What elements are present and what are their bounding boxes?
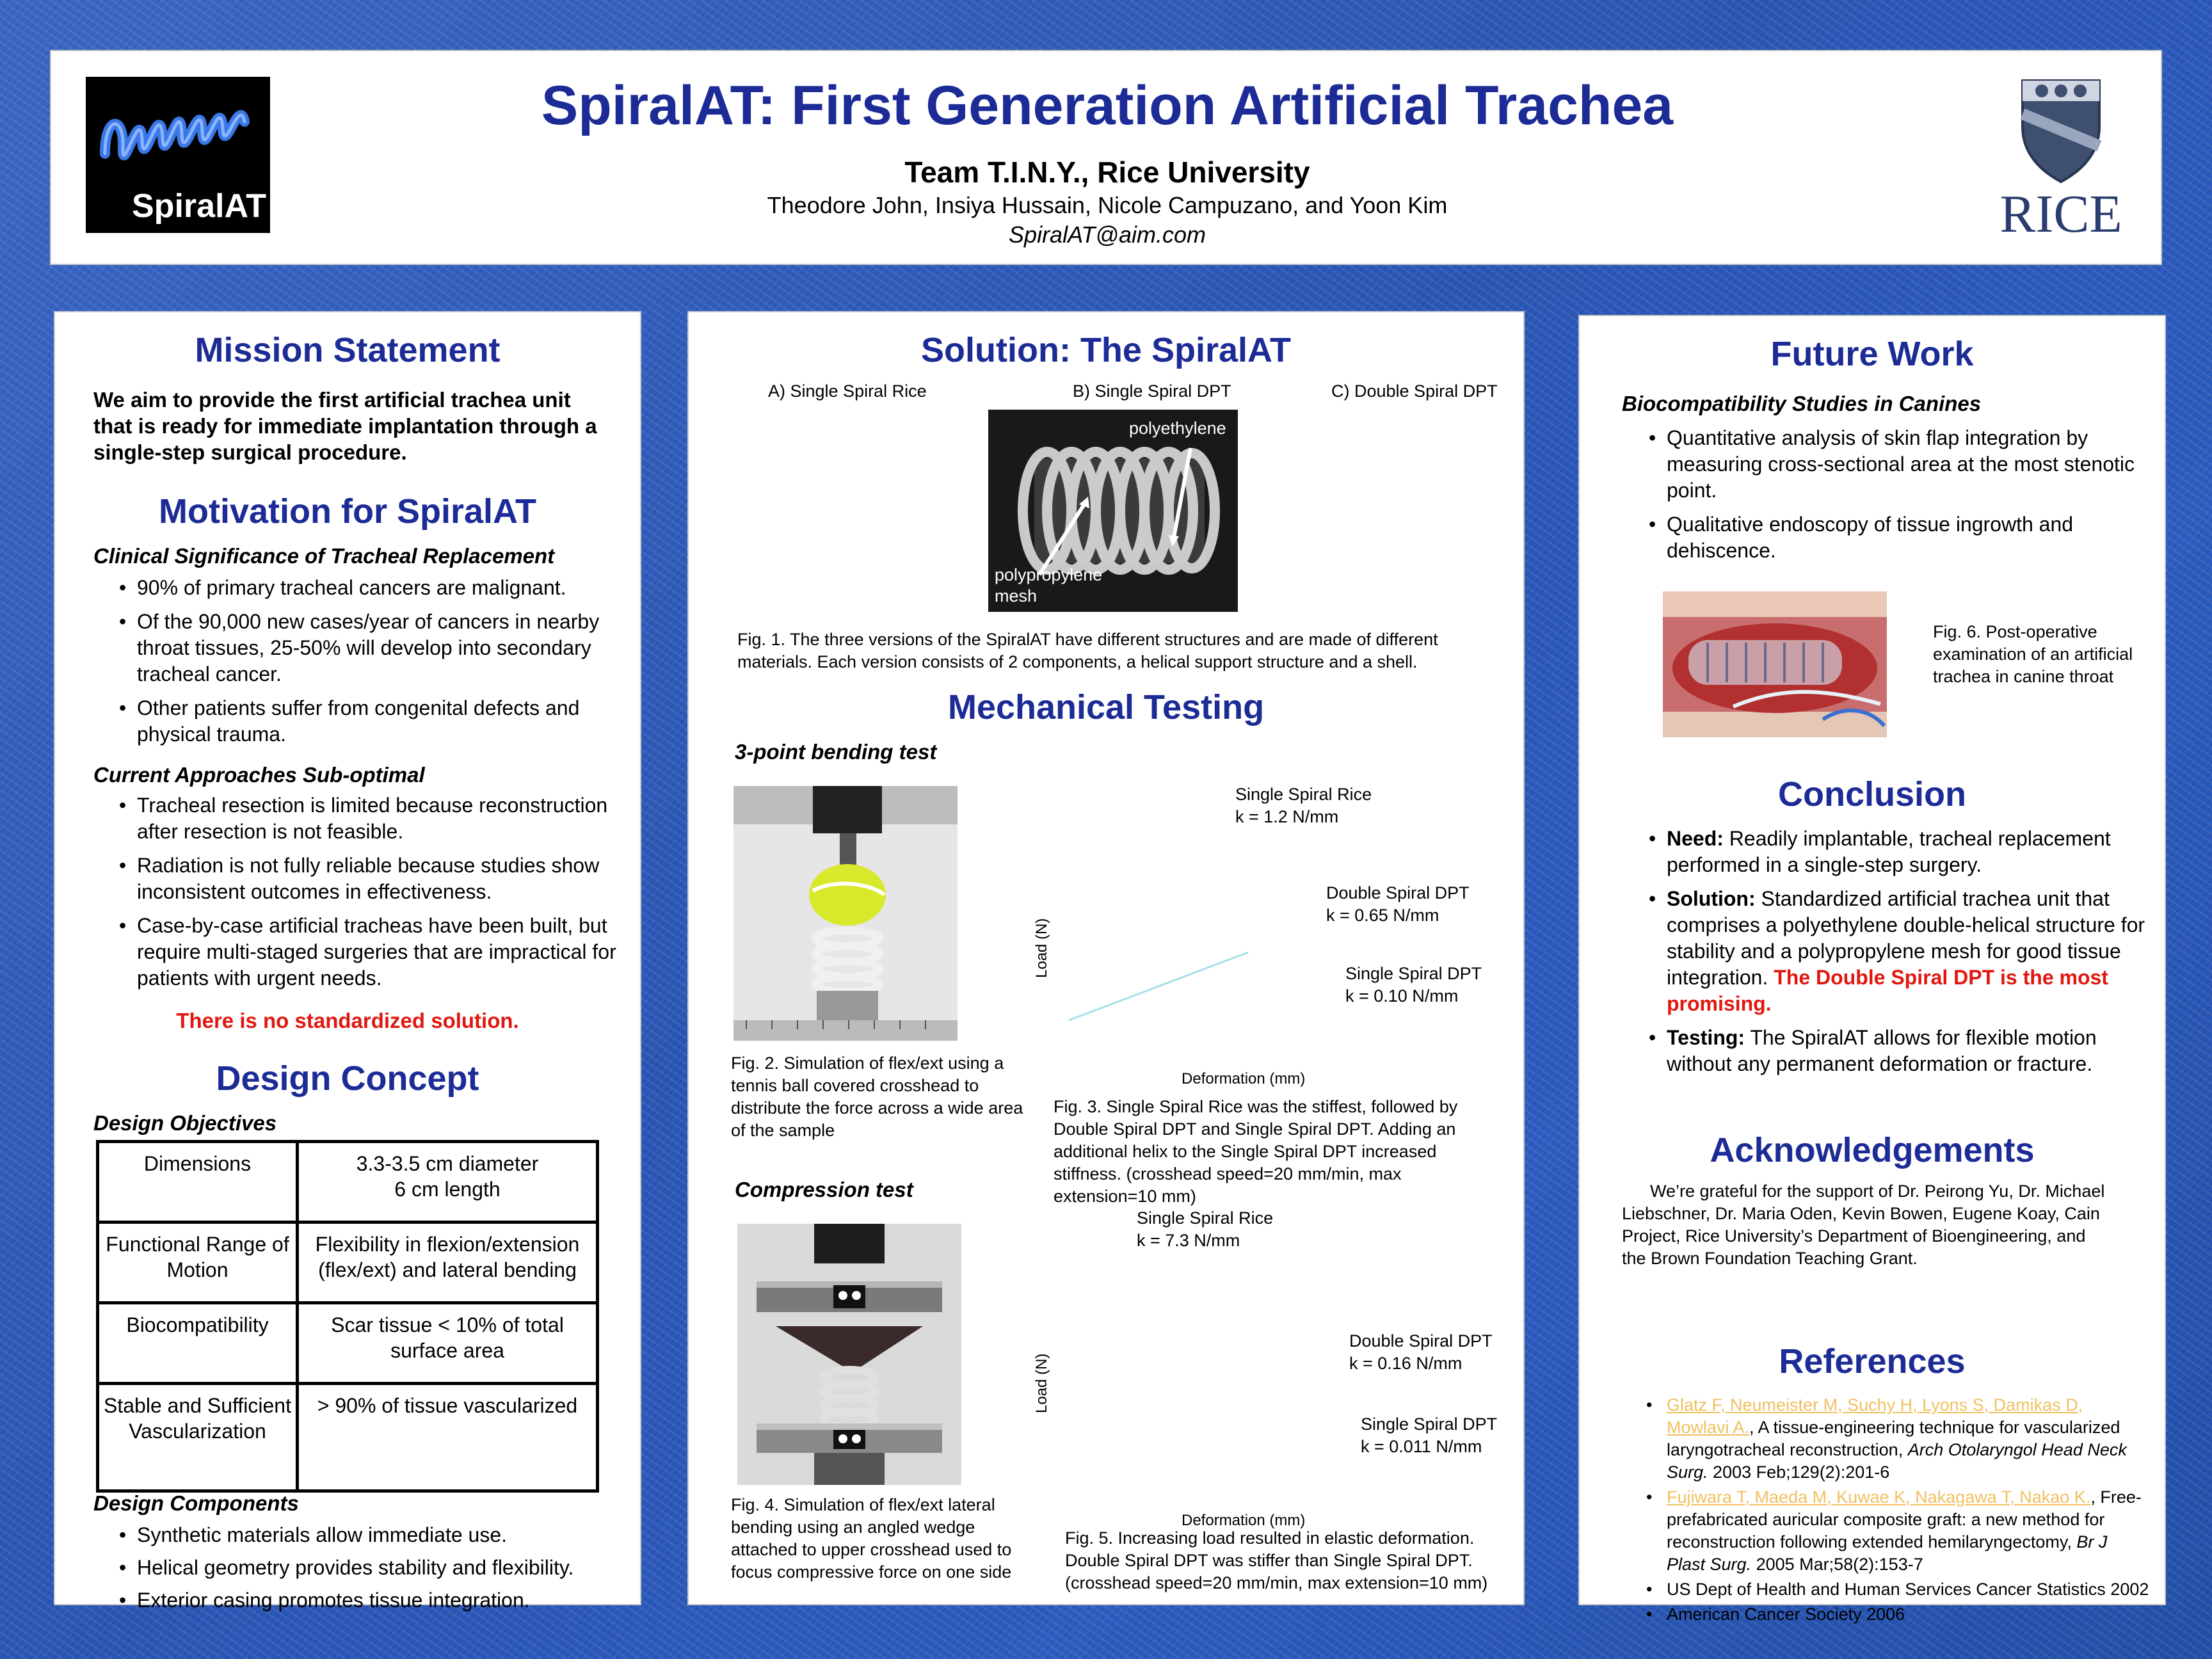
bending-subheading: 3-point bending test [735, 740, 937, 764]
reference-item [1644, 1486, 2149, 1576]
spiralat-photo [988, 410, 1238, 612]
table-cell: Dimensions [98, 1142, 298, 1222]
fig3-caption: Fig. 3. Single Spiral Rice was the stiffest, followed by Double Spiral DPT and Single Spiral DPT. Adding an additional helix to the Single Spiral DPT increased stiffness. (crosshead speed=20 mm/min, max extension=10 mm) [1054, 1097, 1458, 1206]
bending-label-single: Single Spiral DPT k = 0.10 N/mm [1345, 964, 1482, 1006]
left-column [54, 311, 641, 1612]
need-text: Readily implantable, tracheal replacement performed in a single-step surgery. [1667, 827, 2111, 876]
table-row [98, 1142, 598, 1222]
version-label-c: C) Double Spiral DPT [1331, 381, 1498, 401]
polyethylene-label: polyethylene [1129, 419, 1226, 438]
table-row [98, 1222, 598, 1303]
mission-text: We aim to provide the first artificial trachea unit that is ready for immediate implantation through a single-step surgical procedure. [93, 388, 597, 464]
design-objectives-subheading: Design Objectives [93, 1111, 277, 1135]
table-row [98, 1384, 598, 1491]
solution-heading: Solution: The SpiralAT [921, 331, 1291, 369]
motivation-heading: Motivation for SpiralAT [159, 492, 536, 531]
conclusion-testing [1646, 1025, 2152, 1077]
motivation-subheading-1: Clinical Significance of Tracheal Replacement [93, 544, 555, 568]
references-list [1644, 1394, 2149, 1628]
middle-column [687, 311, 1525, 1605]
reference-tail: 2005 Mar;58(2):153-7 [1751, 1555, 1923, 1574]
conclusion-solution [1646, 886, 2152, 1017]
series-line [1069, 952, 1248, 1020]
rice-logo-text: RICE [2000, 184, 2122, 244]
bending-xlabel: Deformation (mm) [1182, 1070, 1306, 1087]
design-components-subheading: Design Components [93, 1491, 299, 1515]
table-cell: Stable and Sufficient Vascularization [98, 1384, 298, 1491]
reference-journal: Br J Plast Surg. [1667, 1532, 2108, 1574]
right-column [1578, 315, 2166, 1624]
solution-label: Solution: [1667, 887, 1756, 910]
rice-logo [1997, 76, 2125, 243]
spiralat-logo [86, 77, 270, 233]
table-cell: 3.3-3.5 cm diameter 6 cm length [298, 1142, 598, 1222]
references-heading: References [1779, 1342, 1966, 1381]
list-item: • Case-by-case artificial tracheas have been built, but require multi-staged surgeries that are impractical for patients with urgent needs. [116, 913, 622, 991]
table-cell: Biocompatibility [98, 1303, 298, 1384]
table-cell: > 90% of tissue vascularized [298, 1384, 598, 1491]
compression-rig-image [737, 1224, 961, 1485]
fig6-caption: Fig. 6. Post-operative examination of an artificial trachea in canine throat [1933, 622, 2133, 686]
spiral-logo-icon [86, 77, 270, 192]
contact-email: SpiralAT@aim.com [1009, 221, 1206, 248]
design-components-list [116, 1522, 641, 1620]
design-objectives-table [96, 1140, 599, 1493]
author-list: Theodore John, Insiya Hussain, Nicole Campuzano, and Yoon Kim [767, 192, 1448, 218]
mechanical-heading: Mechanical Testing [947, 688, 1265, 726]
conclusion-need [1646, 826, 2152, 878]
version-label-a: A) Single Spiral Rice [768, 381, 927, 401]
acknowledgements-text: We’re grateful for the support of Dr. Peirong Yu, Dr. Michael Liebschner, Dr. Maria Oden, Kevin Bowen, Eugene Koay, Cain Project, Rice University’s Department of Bioengineering, and the Brown Foundation Teaching Grant. [1622, 1182, 2105, 1268]
testing-text: The SpiralAT allows for flexible motion without any permanent deformation or fracture. [1667, 1026, 2097, 1075]
reference-item [1644, 1394, 2149, 1484]
team-name: Team T.I.N.Y., Rice University [904, 156, 1310, 189]
fig5-caption: Fig. 5. Increasing load resulted in elastic deformation. Double Spiral DPT was stiffer than Single Spiral DPT. (crosshead speed=20 mm/min, max extension=10 mm) [1065, 1528, 1488, 1592]
list-item: • Helical geometry provides stability and flexibility. [116, 1555, 641, 1581]
reference-journal: Arch Otolaryngol Head Neck Surg. [1667, 1440, 2127, 1482]
list-item: • Synthetic materials allow immediate use. [116, 1522, 641, 1548]
table-cell: Functional Range of Motion [98, 1222, 298, 1303]
list-item: • 90% of primary tracheal cancers are malignant. [116, 575, 622, 601]
future-list [1646, 425, 2139, 572]
bending-test-photo [733, 786, 958, 1041]
need-label: Need: [1667, 827, 1724, 850]
surgery-image [1663, 591, 1887, 737]
reference-item: • American Cancer Society 2006 [1644, 1603, 2149, 1626]
conclusion-heading: Conclusion [1778, 775, 1966, 813]
solution-text: Standardized artificial trachea unit that comprises a polyethylene double-helical structure for stability and a polypropylene mesh for good tissue integration. [1667, 887, 2145, 989]
testing-label: Testing: [1667, 1026, 1745, 1049]
table-row [98, 1303, 598, 1384]
motivation-subheading-2: Current Approaches Sub-optimal [93, 763, 425, 787]
compression-label-single: Single Spiral DPT k = 0.011 N/mm [1361, 1415, 1498, 1456]
list-item: • Other patients suffer from congenital defects and physical trauma. [116, 695, 622, 748]
polypropylene-label: polypropylene mesh [995, 565, 1103, 605]
fig1-caption: Fig. 1. The three versions of the SpiralAT have different structures and are made of different materials. Each version consists of 2 components, a helical support structure and a shell. [737, 630, 1438, 671]
table-cell: Scar tissue < 10% of total surface area [298, 1303, 598, 1384]
reference-text: , Free-prefabricated auricular composite graft: a new method for reconstruction following extended hemilaryngectomy, [1667, 1487, 2142, 1551]
compression-test-photo [737, 1224, 961, 1485]
compression-label-double: Double Spiral DPT k = 0.16 N/mm [1349, 1331, 1493, 1373]
list-item: • Exterior casing promotes tissue integration. [116, 1587, 641, 1614]
list-item: • Tracheal resection is limited because reconstruction after resection is not feasible. [116, 792, 622, 845]
motivation-list-2 [116, 792, 622, 999]
acknowledgements-heading: Acknowledgements [1710, 1131, 2035, 1169]
list-item: • Radiation is not fully reliable because studies show inconsistent outcomes in effectiveness. [116, 853, 622, 905]
spiralat-logo-text: SpiralAT [132, 188, 266, 225]
conclusion-list [1646, 826, 2152, 1085]
bending-label-rice: Single Spiral Rice k = 1.2 N/mm [1235, 785, 1372, 826]
fig4-caption: Fig. 4. Simulation of flex/ext lateral bending using an angled wedge attached to upper crosshead used to focus compressive force on one side [731, 1495, 1012, 1582]
reference-item: • US Dept of Health and Human Services Cancer Statistics 2002 [1644, 1578, 2149, 1601]
compression-xlabel: Deformation (mm) [1182, 1512, 1306, 1529]
canine-throat-photo [1663, 591, 1887, 737]
poster-header [50, 50, 2162, 265]
reference-text: , A tissue-engineering technique for vascularized laryngotracheal reconstruction, [1667, 1418, 2120, 1459]
reference-link[interactable]: Fujiwara T, Maeda M, Kuwae K, Nakagawa T, Nakao K. [1667, 1487, 2091, 1507]
bending-ylabel: Load (N) [1033, 918, 1050, 978]
compression-subheading: Compression test [735, 1178, 913, 1201]
bending-label-double: Double Spiral DPT k = 0.65 N/mm [1326, 883, 1470, 925]
poster-title: SpiralAT: First Generation Artificial Trachea [541, 75, 1674, 136]
compression-label-rice: Single Spiral Rice k = 7.3 N/mm [1137, 1208, 1274, 1250]
motivation-list-1 [116, 575, 622, 755]
reference-link[interactable]: Glatz F, Neumeister M, Suchy H, Lyons S, Damikas D, Mowlavi A. [1667, 1395, 2083, 1437]
design-heading: Design Concept [216, 1059, 479, 1098]
bending-rig-image [733, 786, 958, 1041]
table-cell: Flexibility in flexion/extension (flex/ext) and lateral bending [298, 1222, 598, 1303]
reference-tail: 2003 Feb;129(2):201-6 [1708, 1463, 1890, 1482]
rice-shield-icon [1997, 76, 2125, 184]
version-label-b: B) Single Spiral DPT [1073, 381, 1231, 401]
future-subheading: Biocompatibility Studies in Canines [1622, 392, 1982, 415]
fig2-caption: Fig. 2. Simulation of flex/ext using a tennis ball covered crosshead to distribute the force across a wide area of the sample [731, 1054, 1023, 1140]
compression-ylabel: Load (N) [1033, 1353, 1050, 1413]
no-standard-highlight: There is no standardized solution. [176, 1009, 519, 1032]
list-item: • Qualitative endoscopy of tissue ingrowth and dehiscence. [1646, 511, 2139, 564]
list-item: • Of the 90,000 new cases/year of cancers in nearby throat tissues, 25-50% will develop into secondary tracheal cancer. [116, 609, 622, 687]
list-item: • Quantitative analysis of skin flap integration by measuring cross-sectional area at the most stenotic point. [1646, 425, 2139, 504]
mission-heading: Mission Statement [195, 331, 501, 369]
future-heading: Future Work [1770, 335, 1974, 373]
solution-highlight: The Double Spiral DPT is the most promising. [1667, 966, 2108, 1015]
